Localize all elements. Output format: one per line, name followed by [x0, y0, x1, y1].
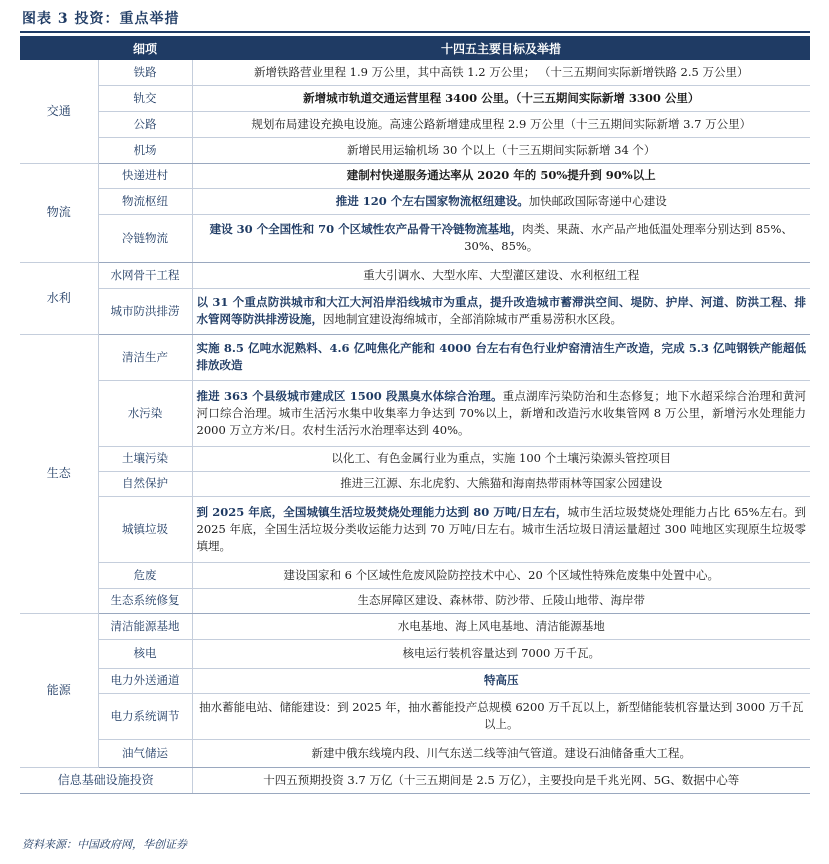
desc-rest: 肉类、果蔬、水产品产地低温处理率分别达到 85%、30%、85%。 — [464, 222, 793, 253]
row-desc — [192, 380, 810, 446]
row-desc: 水电基地、海上风电基地、清洁能源基地 — [192, 613, 810, 639]
desc-rest: 因地制宜建设海绵城市，全部消除城市严重易涝积水区段。 — [323, 312, 622, 326]
table-row — [20, 188, 810, 214]
row-desc: 新增铁路营业里程 1.9 万公里，其中高铁 1.2 万公里； （十三五期间实际新增铁路 2.5 万公里） — [192, 60, 810, 85]
category-logistics: 物流 — [20, 163, 98, 262]
header-blank — [20, 36, 98, 60]
table-row — [20, 446, 810, 471]
row-item: 快递进村 — [98, 163, 192, 188]
table-row — [20, 137, 810, 163]
table-row — [20, 471, 810, 496]
table-row — [20, 262, 810, 288]
table-row — [20, 214, 810, 262]
desc-bold: 推进 363 个县级城市建成区 1500 段黑臭水体综合治理。 — [196, 388, 503, 403]
row-item: 核电 — [98, 639, 192, 668]
row-item: 城镇垃圾 — [98, 496, 192, 562]
row-desc: 新增城市轨道交通运营里程 3400 公里。（十三五期间实际新增 3300 公里） — [192, 85, 810, 111]
table-row — [20, 693, 810, 739]
row-item: 冷链物流 — [98, 214, 192, 262]
table-row — [20, 60, 810, 85]
desc-bold: 实施 8.5 亿吨水泥熟料、4.6 亿吨焦化产能和 4000 台左右有色行业炉窑清洁生产改造，完成 5.3 亿吨钢铁产能超低排放改造 — [196, 341, 806, 372]
row-item: 自然保护 — [98, 471, 192, 496]
row-item: 水污染 — [98, 380, 192, 446]
desc-bold: 以 31 个重点防洪城市和大江大河沿岸沿线城市为重点，提升改造城市蓄滞洪空间、堤防、护岸、河道、防洪工程、排水管网等防洪排涝设施， — [196, 295, 806, 326]
desc-rest: 加快邮政国际寄递中心建设 — [528, 193, 667, 208]
row-desc: 十四五预期投资 3.7 万亿（十三五期间是 2.5 万亿），主要投向是千兆光网、5G、数据中心等 — [192, 767, 810, 793]
row-item: 轨交 — [98, 85, 192, 111]
row-desc — [192, 334, 810, 380]
row-desc: 重大引调水、大型水库、大型灌区建设、水利枢纽工程 — [192, 262, 810, 288]
row-desc: 推进三江源、东北虎豹、大熊猫和海南热带雨林等国家公园建设 — [192, 471, 810, 496]
row-desc — [192, 214, 810, 262]
table-row — [20, 639, 810, 668]
row-desc: 以化工、有色金属行业为重点，实施 100 个土壤污染源头管控项目 — [192, 446, 810, 471]
table-row — [20, 85, 810, 111]
row-desc: 生态屏障区建设、森林带、防沙带、丘陵山地带、海岸带 — [192, 588, 810, 613]
row-item: 危废 — [98, 562, 192, 588]
table-row — [20, 380, 810, 446]
header-item: 细项 — [98, 36, 192, 60]
row-item: 油气储运 — [98, 739, 192, 767]
row-desc: 规划布局建设充换电设施。高速公路新增建成里程 2.9 万公里（十三五期间实际新增 3.7 万公里） — [192, 111, 810, 137]
row-item: 清洁能源基地 — [98, 613, 192, 639]
table-row — [20, 613, 810, 639]
desc-rest: 重点湖库污染防治和生态修复；地下水超采综合治理和黄河河口综合治理。城市生活污水集中收集率力争达到 70%以上，新增和改造污水收集管网 8 万公里，新增污水处理能力 2000 万立方米/日。农村生活污水治理率达到 40%。 — [196, 388, 806, 437]
source-note: 资料来源：中国政府网，华创证券 — [22, 838, 187, 851]
header-desc: 十四五主要目标及举措 — [192, 36, 810, 60]
row-desc: 抽水蓄能电站、储能建设：到 2025 年，抽水蓄能投产总规模 6200 万千瓦以上，新型储能装机容量达到 3000 万千瓦以上。 — [192, 693, 810, 739]
row-desc: 新建中俄东线境内段、川气东送二线等油气管道。建设石油储备重大工程。 — [192, 739, 810, 767]
table-row — [20, 588, 810, 613]
table-row — [20, 668, 810, 693]
row-desc — [192, 496, 810, 562]
category-transport: 交通 — [20, 60, 98, 163]
row-item: 电力系统调节 — [98, 693, 192, 739]
row-item: 机场 — [98, 137, 192, 163]
measures-table — [20, 36, 810, 794]
table-row — [20, 111, 810, 137]
desc-bold: 推进 120 个左右国家物流枢纽建设。 — [335, 193, 529, 208]
category-info: 信息基础设施投资 — [20, 767, 192, 793]
row-desc — [192, 188, 810, 214]
row-item: 公路 — [98, 111, 192, 137]
row-desc: 建设国家和 6 个区域性危废风险防控技术中心、20 个区域性特殊危废集中处置中心。 — [192, 562, 810, 588]
table-row — [20, 163, 810, 188]
category-ecology: 生态 — [20, 334, 98, 613]
title-divider — [20, 31, 810, 33]
category-water: 水利 — [20, 262, 98, 334]
table-header-row — [20, 36, 810, 60]
table-row — [20, 767, 810, 793]
figure-title: 图表 3 投资：重点举措 — [22, 11, 180, 27]
desc-rest: 城市生活垃圾焚烧处理能力占比 65%左右。到 2025 年底，全国生活垃圾分类收运能力达到 70 万吨/日左右。城市生活垃圾日清运量超过 300 吨地区实现原生垃圾零填埋。 — [196, 504, 806, 553]
row-desc: 新增民用运输机场 30 个以上（十三五期间实际新增 34 个） — [192, 137, 810, 163]
row-desc: 核电运行装机容量达到 7000 万千瓦。 — [192, 639, 810, 668]
desc-bold: 建设 30 个全国性和 70 个区域性农产品骨干冷链物流基地， — [209, 222, 523, 236]
table-row — [20, 562, 810, 588]
row-desc — [192, 668, 810, 693]
row-desc: 建制村快递服务通达率从 2020 年的 50%提升到 90%以上 — [192, 163, 810, 188]
table-row — [20, 739, 810, 767]
row-item: 电力外送通道 — [98, 668, 192, 693]
table-row — [20, 288, 810, 334]
row-item: 清洁生产 — [98, 334, 192, 380]
table-row — [20, 334, 810, 380]
table-row — [20, 496, 810, 562]
desc-bold: 到 2025 年底，全国城镇生活垃圾焚烧处理能力达到 80 万吨/日左右， — [196, 504, 568, 519]
row-item: 物流枢纽 — [98, 188, 192, 214]
row-item: 水网骨干工程 — [98, 262, 192, 288]
row-desc — [192, 288, 810, 334]
desc-bold: 特高压 — [484, 673, 519, 687]
row-item: 土壤污染 — [98, 446, 192, 471]
category-energy: 能源 — [20, 613, 98, 767]
row-item: 城市防洪排涝 — [98, 288, 192, 334]
row-item: 生态系统修复 — [98, 588, 192, 613]
row-item: 铁路 — [98, 60, 192, 85]
